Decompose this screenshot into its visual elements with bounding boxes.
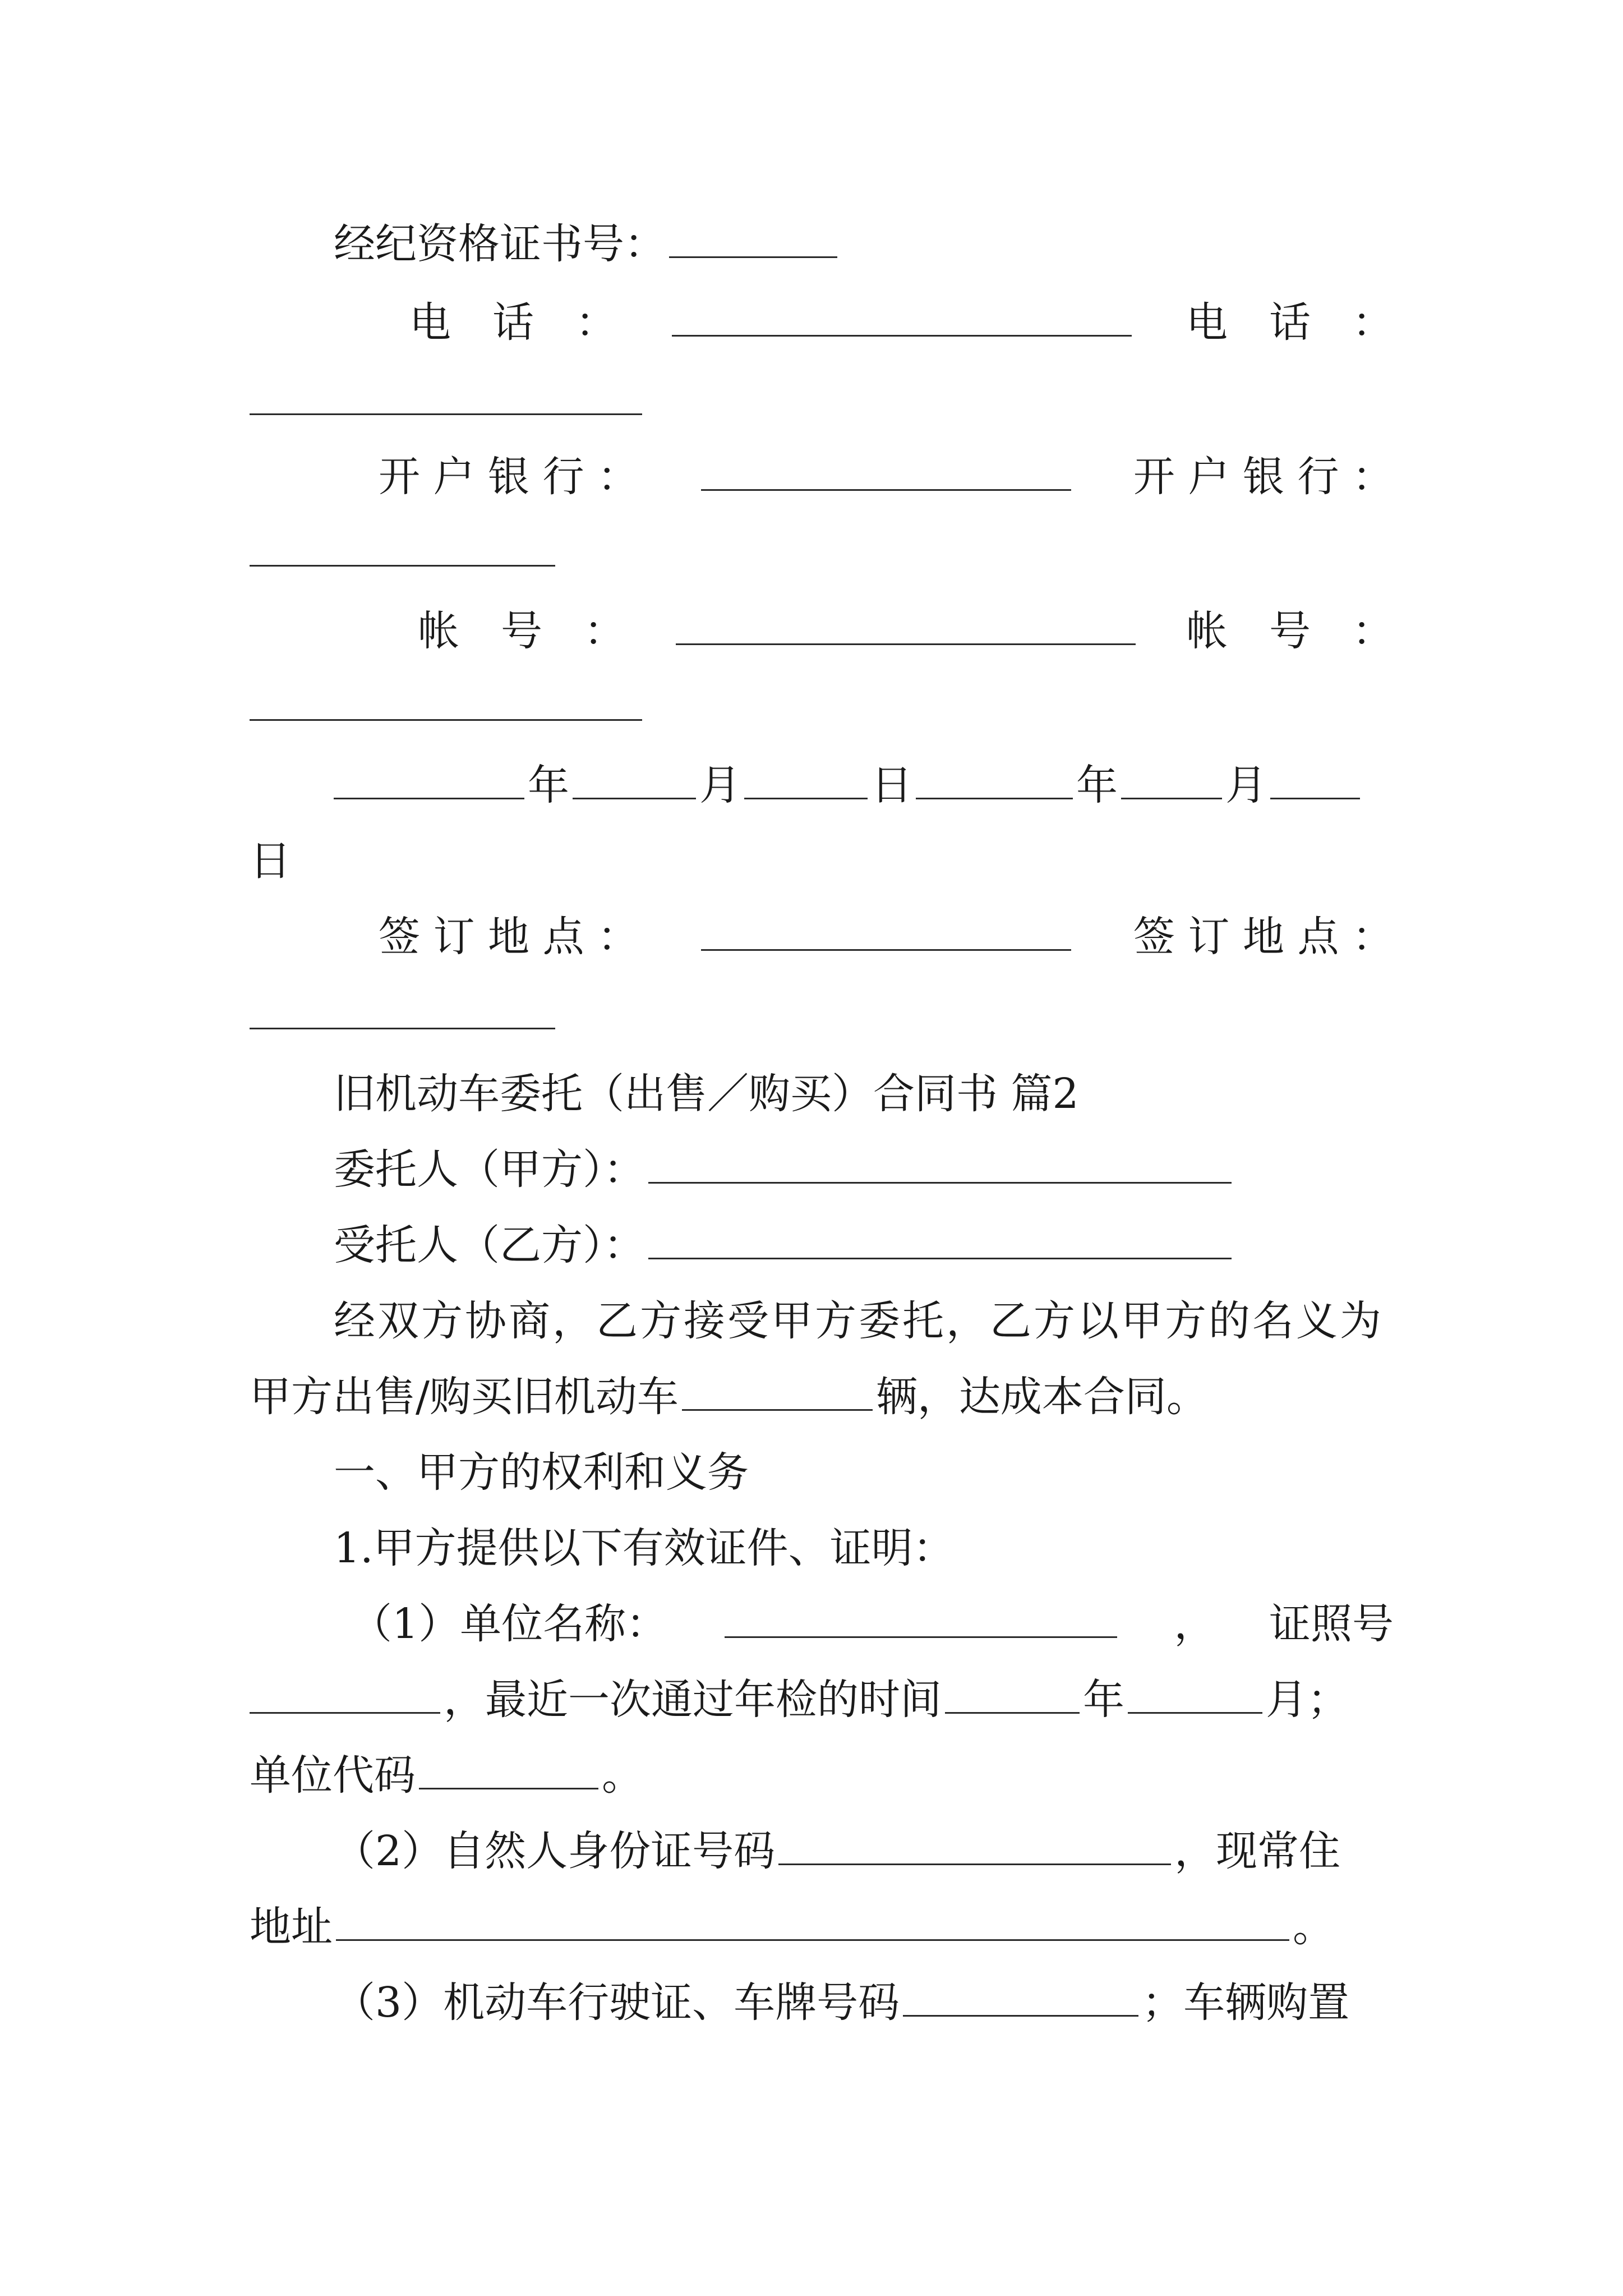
- month-blank-a[interactable]: [573, 764, 696, 799]
- phone-label-b: 电 话 ：: [1186, 298, 1394, 347]
- address-blank[interactable]: [336, 1906, 1289, 1941]
- plate-label: （3）机动车行驶证、车牌号码: [334, 1978, 900, 2027]
- phone-blank-b[interactable]: [250, 380, 642, 415]
- unit-code-period: 。: [602, 1751, 643, 1800]
- month-blank-b[interactable]: [1121, 764, 1222, 799]
- day-blank-a[interactable]: [744, 764, 868, 799]
- inspection-year-blank[interactable]: [945, 1678, 1080, 1714]
- year-label-b: 年: [1076, 761, 1118, 809]
- contract-title: [334, 1055, 1478, 1133]
- cert-number-blank[interactable]: [669, 223, 837, 258]
- year-blank-b[interactable]: [916, 764, 1073, 799]
- vehicle-count-blank[interactable]: [682, 1375, 873, 1411]
- unit-name-comma: ，: [1174, 1600, 1216, 1648]
- year-label-a: 年: [528, 761, 569, 809]
- account-label-a: 帐 号 ：: [418, 607, 625, 655]
- party-a-line: [334, 1130, 1478, 1209]
- license-number-label: 证照号: [1269, 1600, 1394, 1648]
- item-1-line: [334, 1509, 1478, 1588]
- bank-label-a: 开 户 银 行 ：: [379, 453, 639, 501]
- cert-number-label: 经纪资格证书号：: [334, 220, 666, 268]
- id-number-blank[interactable]: [778, 1830, 1171, 1865]
- agreement-line-1: [334, 1282, 1394, 1360]
- agreement-text-2a: 甲方出售/购买旧机动车: [250, 1373, 679, 1421]
- phone-line: [250, 283, 1394, 362]
- contract-title-text: 旧机动车委托（出售／购买）合同书 篇2: [334, 1070, 1079, 1118]
- account-blank-b[interactable]: [250, 685, 642, 721]
- party-b-line: [334, 1206, 1478, 1285]
- bank-blank-b[interactable]: [250, 531, 555, 567]
- day-label-a: 日: [871, 761, 912, 809]
- unit-code-line: [250, 1736, 1394, 1815]
- unit-name-label: （1）单位名称：: [351, 1600, 668, 1648]
- day-label-b: 日: [250, 837, 291, 885]
- party-b-label: 受托人（乙方）：: [334, 1221, 645, 1269]
- month-label-b: 月: [1225, 761, 1267, 809]
- cert-number-line: [334, 205, 1478, 283]
- phone-blank-a[interactable]: [672, 301, 1132, 337]
- unit-code-blank[interactable]: [419, 1754, 598, 1789]
- section-heading-1: [334, 1433, 1478, 1512]
- item-2-line: [334, 1812, 1394, 1890]
- agreement-text-2b: 辆，达成本合同。: [875, 1373, 1208, 1421]
- party-a-label: 委托人（甲方）：: [334, 1145, 645, 1194]
- item-3-line: [334, 1963, 1394, 2042]
- date-line: [334, 746, 1394, 825]
- year-blank-a[interactable]: [334, 764, 524, 799]
- purchase-label: ；车辆购置: [1142, 1978, 1350, 2027]
- bank-continuation: [250, 513, 1394, 592]
- place-blank-a[interactable]: [701, 915, 1071, 951]
- license-number-blank[interactable]: [250, 1678, 440, 1714]
- plate-number-blank[interactable]: [903, 1981, 1138, 2017]
- account-line: [250, 592, 1394, 670]
- phone-continuation: [250, 362, 1394, 440]
- day-blank-b[interactable]: [1270, 764, 1360, 799]
- inspection-month-label: 月；: [1266, 1676, 1349, 1724]
- account-blank-a[interactable]: [676, 610, 1136, 645]
- place-line: [250, 898, 1394, 976]
- bank-blank-a[interactable]: [701, 455, 1071, 491]
- inspection-label: ，最近一次通过年检的时间: [444, 1676, 942, 1724]
- bank-line: [250, 438, 1394, 516]
- month-label-a: 月: [699, 761, 741, 809]
- inspection-month-blank[interactable]: [1128, 1678, 1262, 1714]
- address-label: 地址: [250, 1903, 333, 1951]
- agreement-line-2: [250, 1358, 1394, 1436]
- id-number-label: （2）自然人身份证号码: [334, 1827, 776, 1875]
- item-2-continuation: [250, 1888, 1394, 1966]
- item-1-1-continuation: [250, 1660, 1394, 1739]
- place-label-a: 签 订 地 点 ：: [379, 913, 639, 961]
- account-continuation: [250, 668, 1394, 746]
- date-continuation: [250, 822, 1394, 900]
- item-1-text: 1.甲方提供以下有效证件、证明：: [334, 1524, 955, 1572]
- residence-label: ，现常住: [1174, 1827, 1341, 1875]
- place-blank-b[interactable]: [250, 994, 555, 1029]
- unit-code-label: 单位代码: [250, 1751, 416, 1800]
- agreement-text-1: 经双方协商，乙方接受甲方委托，乙方以甲方的名义为: [334, 1297, 1384, 1345]
- phone-label-a: 电 话 ：: [409, 298, 617, 347]
- account-label-b: 帐 号 ：: [1186, 607, 1394, 655]
- section-heading-1-text: 一、甲方的权利和义务: [334, 1448, 749, 1497]
- inspection-year-label: 年: [1083, 1676, 1124, 1724]
- place-label-b: 签 订 地 点 ：: [1133, 913, 1394, 961]
- address-period: 。: [1293, 1903, 1334, 1951]
- unit-name-blank[interactable]: [725, 1603, 1117, 1638]
- bank-label-b: 开 户 银 行 ：: [1133, 453, 1394, 501]
- place-continuation: [250, 976, 1394, 1055]
- item-1-1-line: [250, 1585, 1394, 1663]
- party-b-blank[interactable]: [648, 1224, 1232, 1259]
- party-a-blank[interactable]: [648, 1148, 1232, 1184]
